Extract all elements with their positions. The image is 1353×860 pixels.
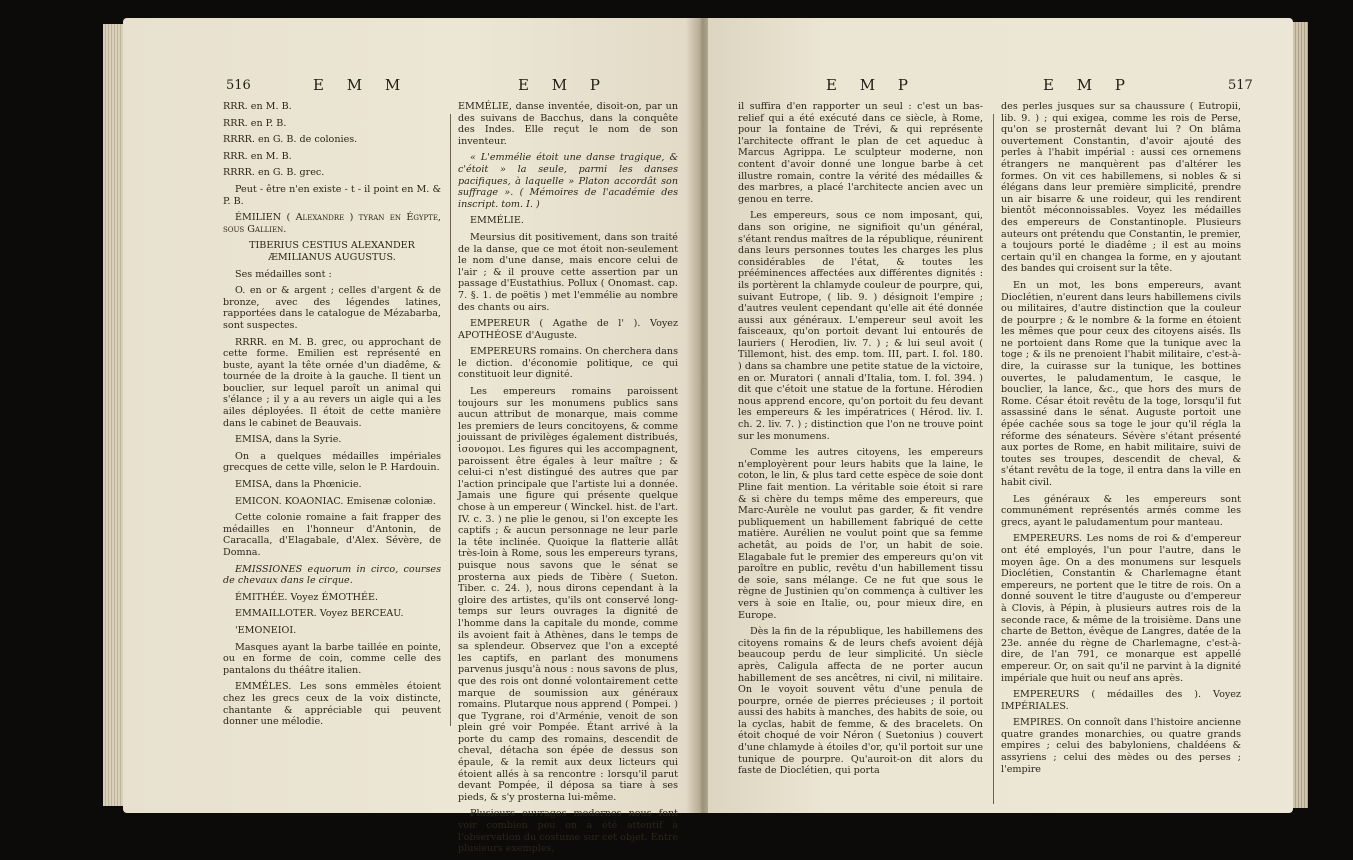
entry-heading: EMPEREURS ( médailles des ). Voyez IMPÉRIALES. [1001,689,1241,712]
column-rule [450,114,451,726]
paragraph: Plusieurs ouvrages modernes nous font voir combien peu on a été attentif à l'observation du costume sur cet objet. Entre plusieurs exemples, [458,808,678,855]
entry-line: RRRR. en G. B. grec. [223,167,325,179]
paragraph: Peut - être n'en existe - t - il point en M. & P. B. [223,183,441,207]
left-column-2 [458,101,678,860]
entry-heading: EMISA, dans la Syrie. [235,434,342,446]
entry-line: RRR. en M. B. [223,101,292,112]
paragraph: O. en or & argent ; celles d'argent & de bronze, avec des légendes latines, rapportées dans le catalogue de Mézabarba, sont suspectes. [223,285,441,331]
paragraph: En un mot, les bons empereurs, avant Dioclétien, n'eurent dans leurs habillemens civils ou militaires, d'autre distinction que la couleur de pourpre ; & le nombre & la forme en étoient les mêmes que pour ceux des citoyens aisés. Ils ne portoient dans Rome que la tunique avec la toge ; & ils ne prenoient l'habit militaire, c'est-à-dire, la cuirasse sur la tunique, les bottines ouvertes, le paludamentum, le casque, le bouclier, la lance, &c., que hors des murs de Rome. César étoit revêtu de la toge, lorsqu'il fut assassiné dans le sénat. Auguste portoit une épée cachée sous sa toge le jour qu'il régla la réforme des sénateurs. Sévère s'étant présenté aux portes de Rome, en habit militaire, suivi de toutes ses troupes, descendit de cheval, & s'étant revêtu de la toge, il entra dans la ville en habit civil. [1001,279,1241,488]
quotation: « L'emmélie étoit une danse tragique, & c'étoit » la seule, parmi les danses pacifiques, à laquelle » Platon accordât son suffrage ». ( Mémoires de l'académie des inscript. tom. I. ) [458,152,678,210]
paragraph: EMICON. KOAONIAC. Emisenæ coloniæ. [235,495,436,507]
entry-heading: EMMÉLIE. [470,215,524,227]
paragraph: Cette colonie romaine a fait frapper des médailles en l'honneur d'Antonin, de Caracalla, d'Elagabale, d'Alex. Sévère, de Domna. [223,512,441,558]
entry-heading: ÉMILIEN ( Alexandre ) tyran en Égypte, sous Gallien. [223,212,441,235]
entry-heading: EMISSIONES equorum in circo, courses de chevaux dans le cirque. [223,563,441,587]
paragraph: des perles jusques sur sa chaussure ( Eutropii, lib. 9. ) ; qui exigea, comme les rois de Perse, qu'on se prosternât devant lui ? On blâma ouvertement Constantin, d'avoir ajouté des perles à l'habit impérial : aussi ces ornemens étrangers ne manquèrent pas d'altérer les formes. On vit ces habillemens, si nobles & si élégans dans leur première simplicité, prendre un air bisarre & une roideur, qui les rendirent bientôt méconnoissables. Voyez les médailles des empereurs de Constantinople. Plusieurs auteurs ont prétendu que Constantin, le premier, a toujours porté le diadême ; il est au moins certain qu'il en changea la forme, en y ajoutant des bandes qui croisent sur la tête. [1001,101,1241,275]
column-rule [993,114,994,804]
right-column-2 [1001,101,1241,780]
entry-heading: EMISA, dans la Phœnicie. [235,479,362,491]
entry-heading: EMMÉLIE, danse inventée, disoit-on, par un des suivans de Bacchus, dans la conquête des Indes. Elle reçut le nom de son inventeur. [458,101,678,147]
left-page [123,18,698,855]
paragraph: RRRR. en M. B. grec, ou approchant de cette forme. Emilien est représenté en buste, ayant la tête ornée d'un diadême, & tournée de la droite à la gauche. Il tient un bouclier, sur lequel paroît un animal qui s'élance ; il y a au revers un aigle qui a les ailes déployées. Il étoit de cette manière dans le cabinet de Beauvais. [223,336,441,429]
entry-heading: TIBERIUS CESTIUS ALEXANDER ÆMILIANUS AUGUSTUS. [249,240,415,263]
entry-line: RRR. en P. B. [223,117,287,129]
paragraph: On a quelques médailles impériales grecques de cette ville, selon le P. Hardouin. [223,450,441,474]
paragraph: Les généraux & les empereurs sont communément représentés armés comme les grecs, ayant le paludamentum pour manteau. [1001,493,1241,528]
entry-heading: EMPEREUR ( Agathe de l' ). Voyez APOTHÉOSE d'Auguste. [458,318,678,341]
running-head-right-col1: E M P [826,76,917,94]
paragraph: Comme les autres citoyens, les empereurs n'employèrent pour leurs habits que la laine, le coton, le lin, & plus tard cette espèce de soie dont Pline fait mention. La véritable soie étoit si rare & si chère du temps même des empereurs, que Marc-Aurèle ne voulut pas garder, & fit vendre publiquement un habillement fabriqué de cette matière. Aurélien ne voulut point que sa femme achetât, au poids de l'or, un habit de soie. Elagabale fut le premier des empereurs qu'on vit paroître en public, revêtu d'un habillement tissu de soie, sans mélange. Ce ne fut que sous le règne de Justinien qu'on commença à cultiver les vers à soie en Italie, ou, pour mieux dire, en Europe. [738,447,983,621]
page-number-left: 516 [226,78,251,93]
paragraph: Dès la fin de la république, les habillemens des citoyens romains & de leurs chefs avoient déjà beaucoup perdu de leur simplicité. Un siècle après, Caligula affecta de ne porter aucun habillement de ses ancêtres, ni civil, ni militaire. On le voyoit souvent vêtu d'une penula de pourpre, ornée de pierres précieuses ; il portoit aussi des habits à manches, des habits de soie, ou la cyclas, habit de femme, & des bracelets. On étoit choqué de voir Néron ( Suetonius ) couvert d'une chlamyde à étoiles d'or, qu'il portoit sur une tunique de pourpre. Qu'auroit-on dit alors du faste de Dioclétien, qui porta [738,626,983,777]
paragraph: Ses médailles sont : [235,268,332,280]
paragraph: Les empereurs, sous ce nom imposant, qui, dans son origine, ne signifioit qu'un général, s'étant rendus maîtres de la république, réunirent dans leurs personnes toutes les charges les plus considérables de l'état, & toutes les prééminences affectées aux différentes dignités : ils portèrent la chlamyde couleur de pourpre, qui, suivant Eutrope, ( lib. 9. ) désignoit l'empire ; d'autres veulent cependant qu'elle ait été donnée aussi aux généraux. L'empereur seul avoit les faisceaux, qu'on portoit devant lui entourés de lauriers ( Herodien, liv. 7. ) ; & lui seul avoit ( Tillemont, hist. des emp. tom. III, part. I. fol. 180. ) dans sa chambre une petite statue de la victoire, en or. Muratori ( annali d'Italia, tom. I. fol. 394. ) dit que c'étoit une statue de la fortune. Hérodien nous apprend encore, qu'on portoit du feu devant les empereurs & les impératrices ( Hérod. liv. I. ch. 2. liv. 7. ) ; distinction que l'on ne trouve point sur les monumens. [738,210,983,442]
right-page [708,18,1293,813]
entry-heading: EMMAILLOTER. Voyez BERCEAU. [235,608,404,620]
entry-heading: EMPEREURS romains. On cherchera dans le diction. d'économie politique, ce qui constituoit leur dignité. [458,346,678,381]
paragraph: Masques ayant la barbe taillée en pointe, ou en forme de coin, comme celle des pantalons du théâtre italien. [223,641,441,676]
right-column-1 [738,101,983,782]
entry-line: RRRR. en G. B. de colonies. [223,134,358,146]
paragraph: EMPIRES. On connoît dans l'histoire ancienne quatre grandes monarchies, ou quatre grands empires ; celui des babyloniens, chaldéens & assyriens ; celui des mèdes ou des perses ; l'empire [1001,717,1241,775]
left-column-1 [223,101,441,733]
left-page-edge [103,24,125,806]
running-head-right-col2: E M P [1043,76,1134,94]
running-head-left-col2: E M P [518,76,609,94]
page-number-right: 517 [1228,78,1253,93]
entry-heading: 'EMONEIOI. [235,624,297,636]
paragraph: Les empereurs romains paroissent toujours sur les monumens publics sans aucun attribut de monarque, mais comme les premiers de leurs concitoyens, & comme jouissant de privilèges également distribués, ἰσονομοι. Les figures qui les accompagnent, paroissent être égales à leur maître ; & celui-ci n'est distingué des autres que par l'action principale que l'artiste lui a donnée. Jamais une figure qui présente quelque chose à un empereur ( Winckel. hist. de l'art. IV. c. 3. ) ne plie le genou, si l'on excepte les captifs ; & aucun personnage ne leur parle la tête inclinée. Quoique la flatterie allât très-loin à Rome, sous les empereurs tyrans, puisque nous savons que le sénat se prosterna aux pieds de Tibère ( Sueton. Tiber. c. 24. ), nous dirons cependant à la gloire des artistes, qu'ils ont conservé long-temps sur leurs ouvrages la dignité de l'homme dans la capitale du monde, comme ils avoient fait à Athènes, dans le temps de sa splendeur. Observez que l'on a excepté les captifs, en parlant des monumens parvenus jusqu'à nous : nous savons de plus, que des rois ont donné volontairement cette marque de soumission aux généraux romains. Plutarque nous apprend ( Pompei. ) que Tygrane, roi d'Arménie, venoit de son plein gré voir Pompée. Étant arrivé à la porte du camp des romains, descendit de cheval, détacha son épée de dessus son épaule, & la remit aux deux licteurs qui étoient allés à sa rencontre : lorsqu'il parut devant Pompée, il déposa sa tiare à ses pieds, & s'y prosterna lui-même. [458,386,678,803]
paragraph: il suffira d'en rapporter un seul : c'est un bas-relief qui a été exécuté dans ce siècle, à Rome, pour la fontaine de Trévi, & qui représente l'architecte offrant le plan de cet aqueduc à Marcus Agrippa. Le sculpteur moderne, non content d'avoir donné une longue barbe à cet illustre romain, contre la vérité des médailles & des marbres, a placé l'architecte ancien avec un genou en terre. [738,101,983,205]
entry-heading: ÉMITHÉE. Voyez ÉMOTHÉE. [235,591,379,603]
paragraph: EMPEREURS. Les noms de roi & d'empereur ont été employés, l'un pour l'autre, dans le moyen âge. On a des monumens sur lesquels Dioclétien, Constantin & Charlemagne étant empereurs, ne portent que le titre de rois. On a donné souvent le titre d'auguste ou d'empereur à Clovis, à Pépin, à plusieurs autres rois de la seconde race, & même de la troisième. Dans une charte de Betton, évêque de Langres, datée de la 23e. année du règne de Charlemagne, c'est-à-dire, de l'an 791, ce monarque est appellé empereur. Or, on sait qu'il ne parvint à la dignité impériale que huit ou neuf ans après. [1001,533,1241,684]
running-head-left-col1: E M M [313,76,410,94]
paragraph: Meursius dit positivement, dans son traité de la danse, que ce mot étoit non-seulement le nom d'une danse, mais encore celui de l'air ; & il prouve cette assertion par un passage d'Eustathius. Pollux ( Onomast. cap. 7. §. 1. de poëtis ) met l'emmélie au nombre des chants ou airs. [458,231,678,313]
paragraph: EMMÉLES. Les sons emmèles étoient chez les grecs ceux de la voix distincte, chantante & appréciable qui peuvent donner une mélodie. [223,681,441,728]
entry-line: RRR. en M. B. [223,150,292,162]
